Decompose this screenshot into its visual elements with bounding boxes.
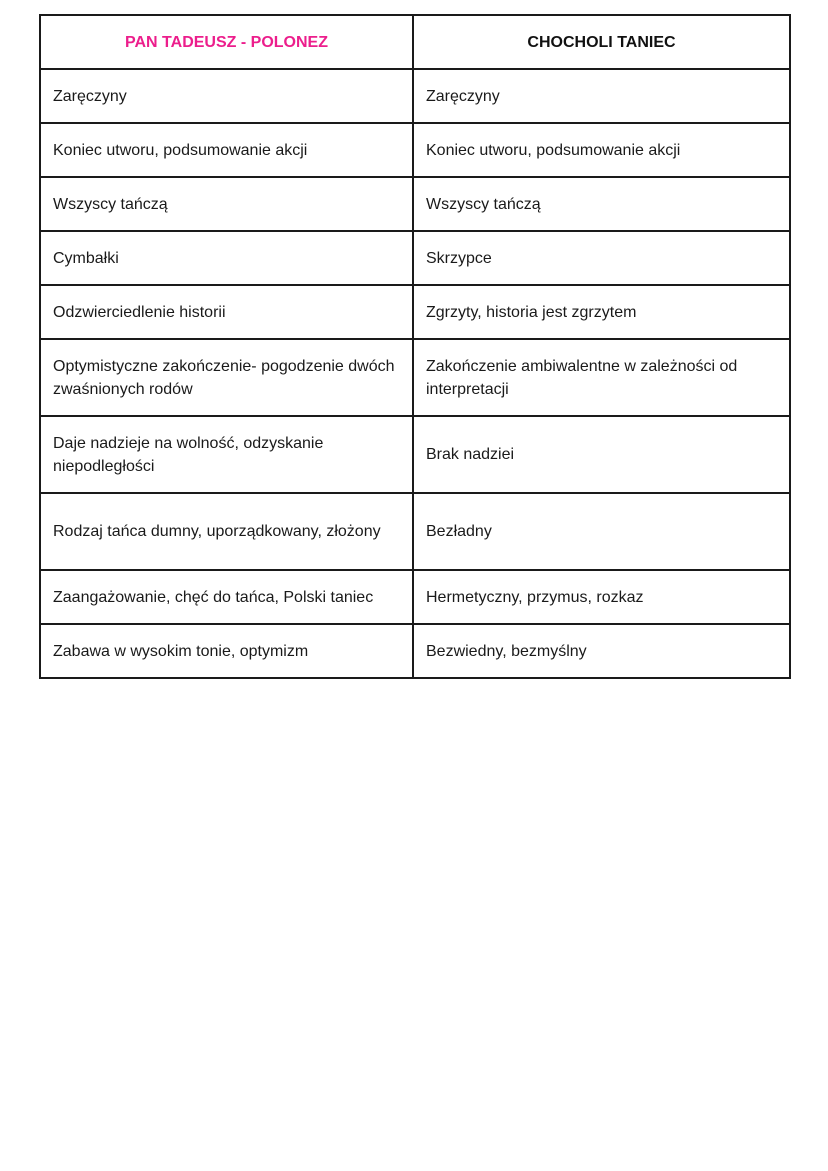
cell-left: Optymistyczne zakończenie- pogodzenie dwóch zwaśnionych rodów: [40, 339, 413, 416]
cell-left: Zaangażowanie, chęć do tańca, Polski taniec: [40, 570, 413, 624]
table-row: [40, 339, 790, 416]
cell-right: Wszyscy tańczą: [413, 177, 790, 231]
table-row: [40, 493, 790, 570]
cell-left: Odzwierciedlenie historii: [40, 285, 413, 339]
cell-left: Zaręczyny: [40, 69, 413, 123]
cell-left: Cymbałki: [40, 231, 413, 285]
comparison-table: [39, 14, 791, 679]
cell-left: Wszyscy tańczą: [40, 177, 413, 231]
cell-right: Hermetyczny, przymus, rozkaz: [413, 570, 790, 624]
cell-right: Zaręczyny: [413, 69, 790, 123]
table-row: [40, 570, 790, 624]
cell-right: Zgrzyty, historia jest zgrzytem: [413, 285, 790, 339]
table-row: [40, 624, 790, 678]
table-row: [40, 416, 790, 493]
cell-right: Bezładny: [413, 493, 790, 570]
cell-right: Brak nadziei: [413, 416, 790, 493]
table-header: [40, 15, 790, 69]
cell-left: Zabawa w wysokim tonie, optymizm: [40, 624, 413, 678]
cell-right: Skrzypce: [413, 231, 790, 285]
cell-left: Koniec utworu, podsumowanie akcji: [40, 123, 413, 177]
cell-right: Zakończenie ambiwalentne w zależności od interpretacji: [413, 339, 790, 416]
header-chocholi-taniec: CHOCHOLI TANIEC: [413, 15, 790, 69]
header-pan-tadeusz: PAN TADEUSZ - POLONEZ: [40, 15, 413, 69]
cell-right: Koniec utworu, podsumowanie akcji: [413, 123, 790, 177]
table-row: [40, 177, 790, 231]
cell-left: Daje nadzieje na wolność, odzyskanie niepodległości: [40, 416, 413, 493]
cell-right: Bezwiedny, bezmyślny: [413, 624, 790, 678]
cell-left: Rodzaj tańca dumny, uporządkowany, złożony: [40, 493, 413, 570]
table-row: [40, 231, 790, 285]
table-body: [40, 69, 790, 678]
header-row: [40, 15, 790, 69]
table-row: [40, 69, 790, 123]
table-row: [40, 285, 790, 339]
table-row: [40, 123, 790, 177]
